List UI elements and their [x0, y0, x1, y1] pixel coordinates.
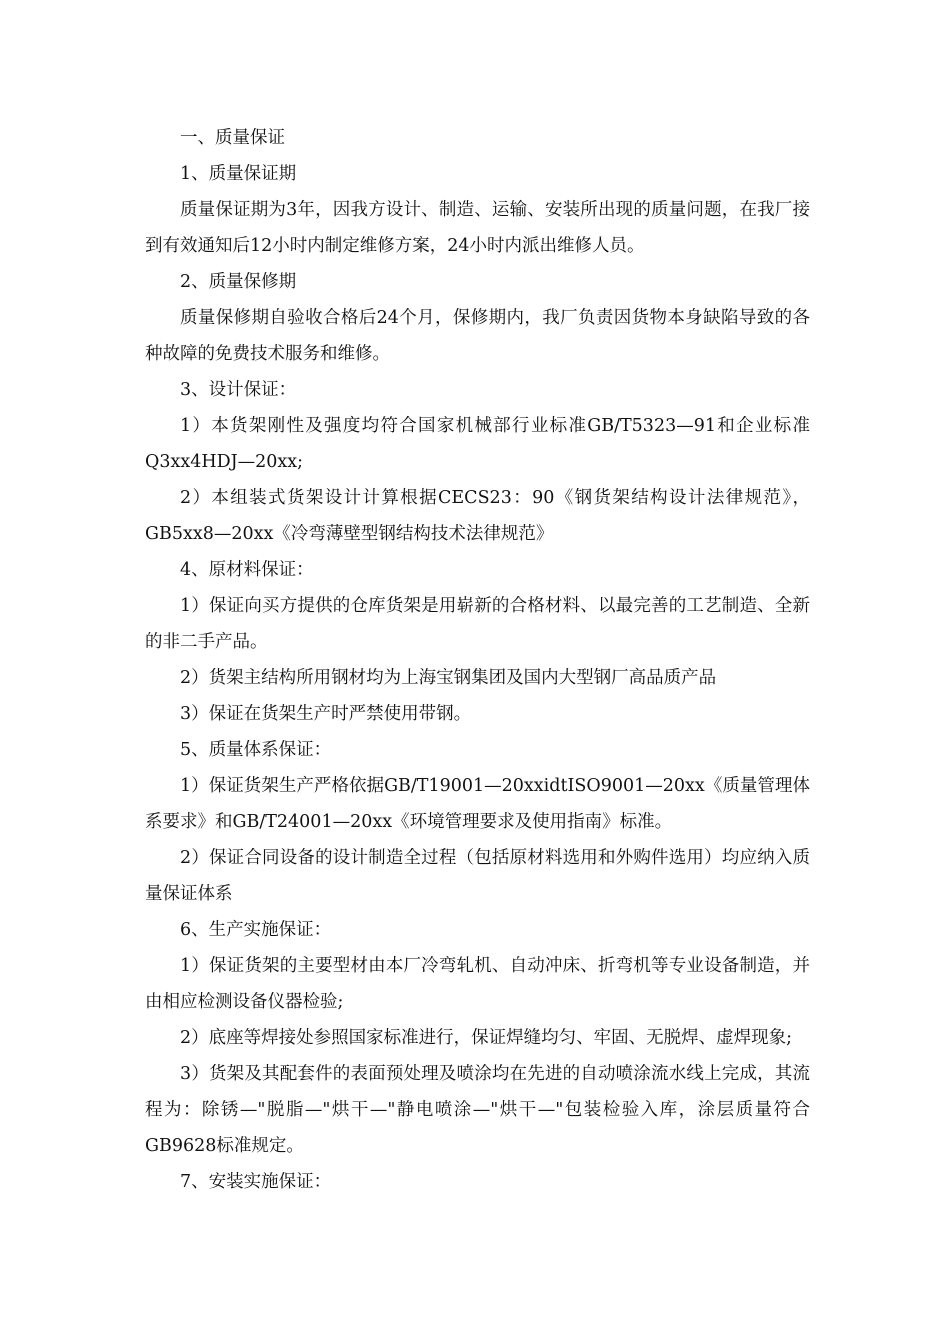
subheading-warranty-period: 1、质量保证期: [180, 164, 297, 184]
subheading-installation-guarantee: 7、安装实施保证：: [180, 1172, 332, 1192]
paragraph-quality-system-item-1: 1）保证货架生产严格依据GB/T19001—20xxidtISO9001—20xx《质量管理体系要求》和GB/T24001—20xx《环境管理要求及使用指南》标准。: [145, 776, 810, 832]
subheading-quality-system: 5、质量体系保证：: [180, 740, 332, 760]
paragraph-design-item-2: 2）本组装式货架设计计算根据CECS23：90《钢货架结构设计法律规范》，GB5xx8—20xx《冷弯薄壁型钢结构技术法律规范》: [145, 488, 810, 544]
subheading-production-guarantee: 6、生产实施保证：: [180, 920, 332, 940]
document-body: [145, 120, 810, 1200]
paragraph-repair-period: 质量保修期自验收合格后24个月，保修期内，我厂负责因货物本身缺陷导致的各种故障的免费技术服务和维修。: [145, 308, 810, 364]
paragraph-quality-system-item-2: 2）保证合同设备的设计制造全过程（包括原材料选用和外购件选用）均应纳入质量保证体系: [145, 848, 810, 904]
paragraph-material-item-3: 3）保证在货架生产时严禁使用带钢。: [180, 704, 472, 724]
subheading-material-guarantee: 4、原材料保证：: [180, 560, 314, 580]
paragraph-production-item-2: 2）底座等焊接处参照国家标准进行，保证焊缝均匀、牢固、无脱焊、虚焊现象;: [180, 1028, 793, 1048]
section-heading-quality-assurance: 一、质量保证: [180, 128, 285, 148]
paragraph-design-item-1: 1）本货架刚性及强度均符合国家机械部行业标准GB/T5323—91和企业标准Q3xx4HDJ—20xx;: [145, 416, 810, 472]
paragraph-production-item-3: 3）货架及其配套件的表面预处理及喷涂均在先进的自动喷涂流水线上完成，其流程为：除锈—"脱脂—"烘干—"静电喷涂—"烘干—"包装检验入库，涂层质量符合GB9628标准规定。: [145, 1064, 810, 1156]
paragraph-material-item-1: 1）保证向买方提供的仓库货架是用崭新的合格材料、以最完善的工艺制造、全新的非二手产品。: [145, 596, 810, 652]
subheading-design-guarantee: 3、设计保证：: [180, 380, 297, 400]
subheading-repair-period: 2、质量保修期: [180, 272, 297, 292]
paragraph-material-item-2: 2）货架主结构所用钢材均为上海宝钢集团及国内大型钢厂高品质产品: [180, 668, 717, 688]
paragraph-warranty-period: 质量保证期为3年，因我方设计、制造、运输、安装所出现的质量问题，在我厂接到有效通知后12小时内制定维修方案，24小时内派出维修人员。: [145, 200, 810, 256]
paragraph-production-item-1: 1）保证货架的主要型材由本厂冷弯轧机、自动冲床、折弯机等专业设备制造，并由相应检测设备仪器检验;: [145, 956, 810, 1012]
